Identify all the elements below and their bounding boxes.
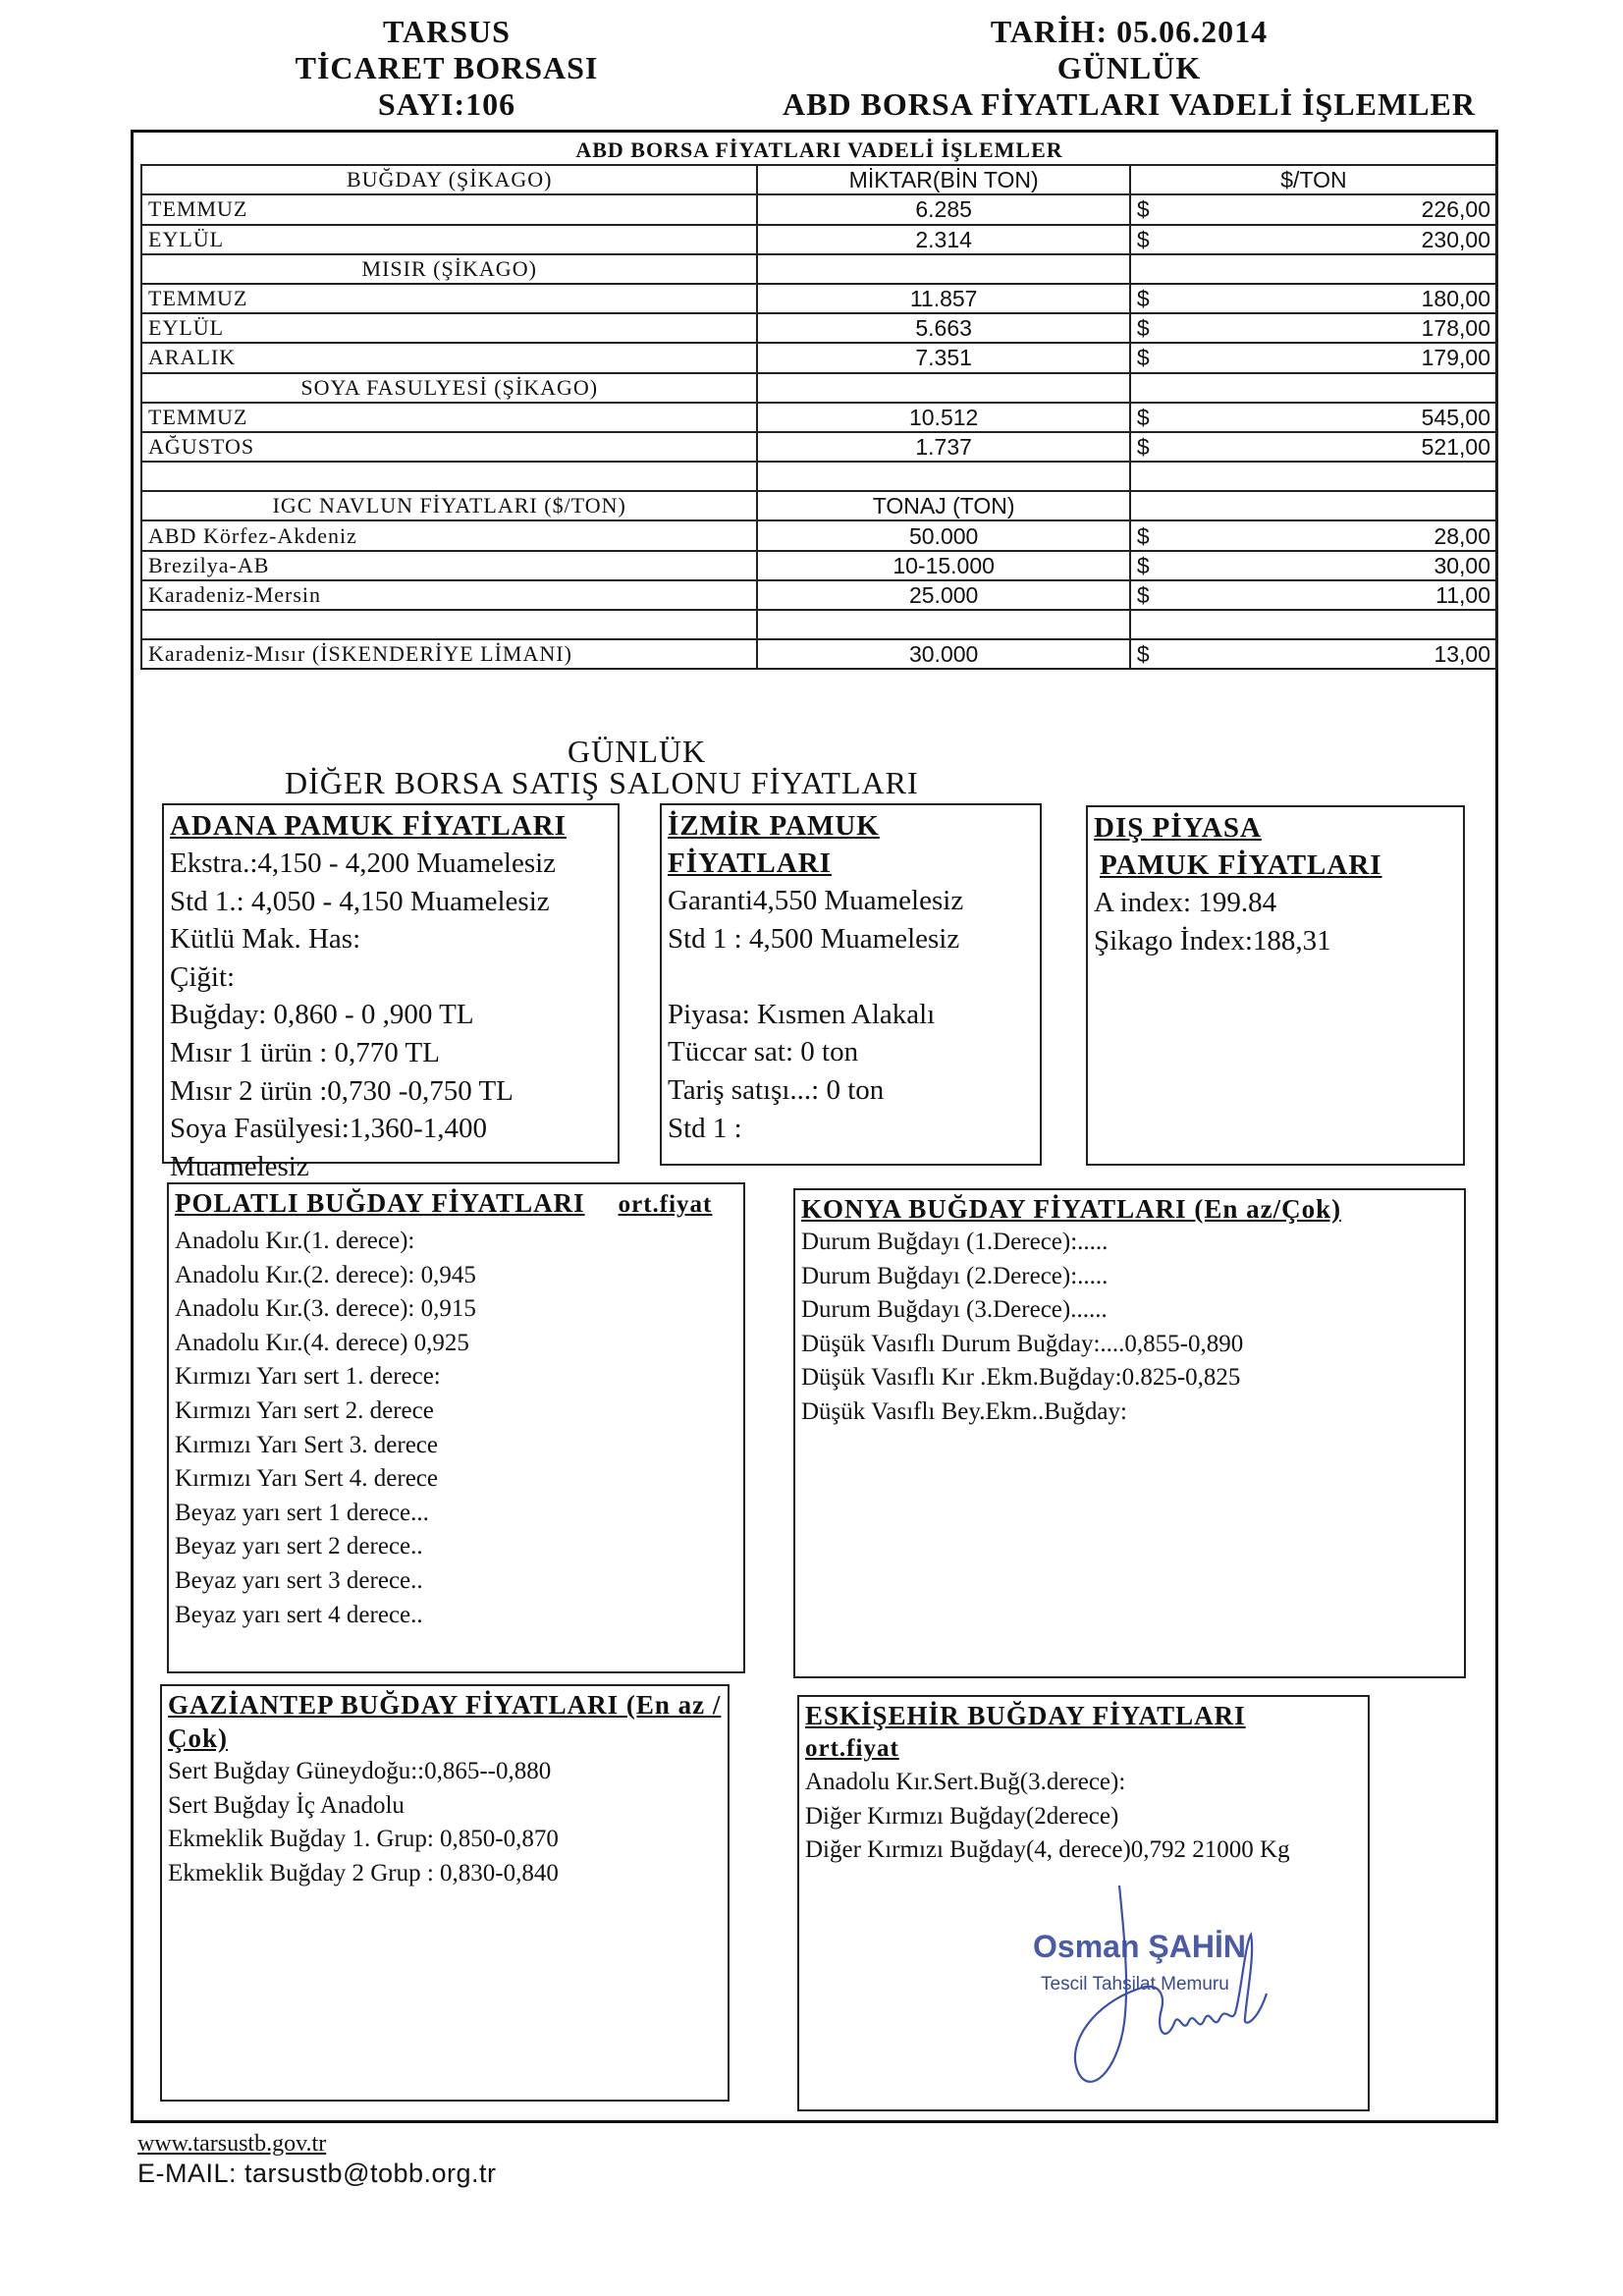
list-item bbox=[668, 957, 1034, 996]
polatli-wheat-box bbox=[167, 1182, 745, 1673]
empty-row bbox=[141, 610, 1497, 639]
row-label: AĞUSTOS bbox=[141, 432, 757, 462]
currency-sign: $ bbox=[1136, 226, 1150, 252]
header-org: TİCARET BORSASI bbox=[295, 50, 599, 85]
table-row bbox=[141, 225, 1497, 254]
row-quantity: 11.857 bbox=[757, 284, 1129, 313]
gaziantep-title-line1: GAZİANTEP BUĞDAY FİYATLARI (En az / bbox=[168, 1690, 722, 1720]
table-row bbox=[141, 194, 1497, 224]
empty-row bbox=[141, 462, 1497, 491]
polatli-avg-price-label: ort.fiyat bbox=[618, 1191, 713, 1218]
list-item: Ekmeklik Buğday 1. Grup: 0,850-0,870 bbox=[168, 1826, 559, 1853]
row-label: Karadeniz-Mısır (İSKENDERİYE LİMANI) bbox=[141, 639, 757, 669]
header-daily: GÜNLÜK bbox=[1056, 50, 1202, 85]
row-quantity: 6.285 bbox=[757, 194, 1129, 224]
row-label: EYLÜL bbox=[141, 225, 757, 254]
list-item: Std 1 : 4,500 Muamelesiz bbox=[668, 922, 960, 955]
row-price: 226,00 bbox=[1421, 196, 1490, 223]
polatli-title-row bbox=[175, 1186, 737, 1225]
row-price: 521,00 bbox=[1421, 433, 1490, 460]
list-item: Düşük Vasıflı Durum Buğday:....0,855-0,890 bbox=[801, 1330, 1244, 1357]
currency-sign: $ bbox=[1136, 286, 1150, 312]
izmir-title-line2: FİYATLARI bbox=[668, 847, 832, 879]
gaziantep-wheat-box bbox=[160, 1684, 730, 2102]
header-issue-number: SAYI:106 bbox=[377, 86, 516, 122]
list-item: Durum Buğdayı (3.Derece)...... bbox=[801, 1296, 1108, 1324]
row-quantity: 10-15.000 bbox=[757, 551, 1129, 580]
row-price: 30,00 bbox=[1434, 552, 1490, 578]
signature-graphic bbox=[1051, 1876, 1316, 2111]
row-quantity: 25.000 bbox=[757, 580, 1129, 610]
adana-title: ADANA PAMUK FİYATLARI bbox=[170, 810, 567, 842]
freight-section-header: IGC NAVLUN FİYATLARI ($/TON) bbox=[141, 491, 757, 520]
row-label: ARALIK bbox=[141, 343, 757, 372]
table-title: ABD BORSA FİYATLARI VADELİ İŞLEMLER bbox=[141, 136, 1497, 165]
table-row bbox=[141, 313, 1497, 343]
list-item: Std 1 : bbox=[668, 1112, 742, 1144]
foreign-title-line2: PAMUK FİYATLARI bbox=[1100, 849, 1382, 881]
foreign-title-line1: DIŞ PİYASA bbox=[1094, 812, 1262, 844]
list-item: Tariş satışı...: 0 ton bbox=[668, 1073, 885, 1106]
list-item: Beyaz yarı sert 4 derece.. bbox=[175, 1601, 423, 1628]
list-item: Diğer Kırmızı Buğday(2derece) bbox=[805, 1802, 1119, 1830]
table-row bbox=[141, 580, 1497, 610]
soy-section-row bbox=[141, 373, 1497, 403]
konya-wheat-box bbox=[793, 1188, 1466, 1678]
list-item: Anadolu Kır.(2. derece): 0,945 bbox=[175, 1261, 476, 1288]
currency-sign: $ bbox=[1136, 522, 1150, 549]
row-price: 180,00 bbox=[1421, 286, 1490, 312]
website-link[interactable]: www.tarsustb.gov.tr bbox=[137, 2131, 327, 2157]
gaziantep-title-line2: Çok) bbox=[168, 1723, 229, 1753]
currency-sign: $ bbox=[1136, 581, 1150, 608]
header-city: TARSUS bbox=[383, 14, 511, 49]
row-price: 178,00 bbox=[1421, 315, 1490, 342]
list-item: Sert Buğday İç Anadolu bbox=[168, 1791, 405, 1819]
row-quantity: 2.314 bbox=[757, 225, 1129, 254]
list-item: A index: 199.84 bbox=[1094, 887, 1277, 918]
daily-heading: GÜNLÜK bbox=[568, 734, 707, 769]
izmir-cotton-box bbox=[660, 803, 1042, 1166]
freight-header-row bbox=[141, 491, 1497, 520]
list-item: Diğer Kırmızı Buğday(4, derece)0,792 21000 Kg bbox=[805, 1836, 1290, 1864]
list-item: Anadolu Kır.(4. derece) 0,925 bbox=[175, 1329, 469, 1356]
list-item: Ekstra.:4,150 - 4,200 Muamelesiz bbox=[170, 847, 557, 879]
table-row bbox=[141, 343, 1497, 372]
adana-cotton-box bbox=[162, 803, 620, 1182]
list-item: Tüccar sat: 0 ton bbox=[668, 1036, 859, 1068]
row-label: Karadeniz-Mersin bbox=[141, 580, 757, 610]
list-item: Kırmızı Yarı sert 1. derece: bbox=[175, 1363, 441, 1391]
list-item: Kırmızı Yarı Sert 3. derece bbox=[175, 1431, 438, 1458]
list-item: Anadolu Kır.(1. derece): bbox=[175, 1228, 415, 1254]
currency-sign: $ bbox=[1136, 552, 1150, 578]
soy-section-header: SOYA FASULYESİ (ŞİKAGO) bbox=[141, 373, 757, 403]
list-item: Kırmızı Yarı Sert 4. derece bbox=[175, 1465, 438, 1493]
currency-sign: $ bbox=[1136, 345, 1150, 371]
row-price: 179,00 bbox=[1421, 345, 1490, 371]
list-item: Garanti4,550 Muamelesiz bbox=[668, 885, 964, 916]
price-column-header: $/TON bbox=[1130, 165, 1497, 194]
list-item: Kütlü Mak. Has: bbox=[170, 923, 361, 956]
table-row bbox=[141, 432, 1497, 462]
row-label: TEMMUZ bbox=[141, 284, 757, 313]
list-item: Muamelesiz bbox=[170, 1150, 309, 1182]
list-item: Buğday: 0,860 - 0 ,900 TL bbox=[170, 999, 474, 1031]
list-item: Mısır 2 ürün :0,730 -0,750 TL bbox=[170, 1074, 514, 1107]
other-exchange-heading: DİĞER BORSA SATIŞ SALONU FİYATLARI bbox=[285, 765, 919, 800]
wheat-section-header: BUĞDAY (ŞİKAGO) bbox=[141, 165, 757, 194]
konya-title: KONYA BUĞDAY FİYATLARI (En az/Çok) bbox=[801, 1194, 1342, 1224]
eskisehir-title: ESKİŞEHİR BUĞDAY FİYATLARI bbox=[805, 1701, 1246, 1730]
foreign-market-box bbox=[1086, 805, 1465, 1166]
table-row bbox=[141, 551, 1497, 580]
izmir-title-line1: İZMİR PAMUK bbox=[668, 810, 880, 842]
eskisehir-avg-price-label: ort.fiyat bbox=[805, 1735, 899, 1762]
tonnage-column-header: TONAJ (TON) bbox=[757, 491, 1129, 520]
row-quantity: 50.000 bbox=[757, 520, 1129, 550]
row-quantity: 10.512 bbox=[757, 403, 1129, 432]
header-date: TARİH: 05.06.2014 bbox=[990, 14, 1269, 49]
list-item: Düşük Vasıflı Kır .Ekm.Buğday:0.825-0,825 bbox=[801, 1364, 1241, 1392]
row-quantity: 30.000 bbox=[757, 639, 1129, 669]
stamp-name: Osman ŞAHİN bbox=[1033, 1929, 1246, 1964]
list-item: Soya Fasülyesi:1,360-1,400 bbox=[170, 1113, 488, 1145]
row-quantity: 7.351 bbox=[757, 343, 1129, 372]
row-price: 28,00 bbox=[1434, 522, 1490, 549]
row-label: EYLÜL bbox=[141, 313, 757, 343]
list-item: Beyaz yarı sert 2 derece.. bbox=[175, 1533, 423, 1560]
header-left bbox=[250, 14, 643, 123]
stamp-role: Tescil Tahsilat Memuru bbox=[1041, 1974, 1229, 1995]
table-row bbox=[141, 284, 1497, 313]
currency-sign: $ bbox=[1136, 404, 1150, 430]
list-item: Beyaz yarı sert 1 derece... bbox=[175, 1499, 429, 1526]
row-label: Brezilya-AB bbox=[141, 551, 757, 580]
header-right bbox=[776, 14, 1483, 123]
polatli-title: POLATLI BUĞDAY FİYATLARI bbox=[175, 1188, 585, 1218]
currency-sign: $ bbox=[1136, 315, 1150, 342]
list-item: Mısır 1 ürün : 0,770 TL bbox=[170, 1036, 440, 1068]
row-price: 545,00 bbox=[1421, 404, 1490, 430]
list-item: Kırmızı Yarı sert 2. derece bbox=[175, 1396, 434, 1424]
list-item: Std 1.: 4,050 - 4,150 Muamelesiz bbox=[170, 885, 550, 917]
row-price: 230,00 bbox=[1421, 226, 1490, 252]
currency-sign: $ bbox=[1136, 196, 1150, 223]
table-row bbox=[141, 639, 1497, 669]
list-item: Piyasa: Kısmen Alakalı bbox=[668, 998, 936, 1030]
amount-column-header: MİKTAR(BİN TON) bbox=[757, 165, 1129, 194]
row-quantity: 1.737 bbox=[757, 432, 1129, 462]
row-quantity: 5.663 bbox=[757, 313, 1129, 343]
row-price: 11,00 bbox=[1435, 581, 1490, 608]
list-item: Durum Buğdayı (1.Derece):..... bbox=[801, 1229, 1109, 1255]
list-item: Anadolu Kır.(3. derece): 0,915 bbox=[175, 1295, 476, 1323]
list-item: Düşük Vasıflı Bey.Ekm..Buğday: bbox=[801, 1397, 1127, 1425]
list-item: Şikago İndex:188,31 bbox=[1094, 924, 1331, 957]
corn-section-header: MISIR (ŞİKAGO) bbox=[141, 254, 757, 284]
header-subject: ABD BORSA FİYATLARI VADELİ İŞLEMLER bbox=[782, 86, 1476, 122]
row-label: TEMMUZ bbox=[141, 403, 757, 432]
list-item: Beyaz yarı sert 3 derece.. bbox=[175, 1566, 423, 1594]
row-label: ABD Körfez-Akdeniz bbox=[141, 520, 757, 550]
list-item: Anadolu Kır.Sert.Buğ(3.derece): bbox=[805, 1769, 1126, 1795]
table-row bbox=[141, 520, 1497, 550]
currency-sign: $ bbox=[1136, 641, 1150, 668]
futures-table bbox=[140, 136, 1498, 670]
row-label: TEMMUZ bbox=[141, 194, 757, 224]
currency-sign: $ bbox=[1136, 433, 1150, 460]
list-item: Durum Buğdayı (2.Derece):..... bbox=[801, 1262, 1109, 1289]
table-row bbox=[141, 403, 1497, 432]
list-item: Çiğit: bbox=[170, 960, 236, 993]
email-contact[interactable]: E-MAIL: tarsustb@tobb.org.tr bbox=[137, 2159, 497, 2188]
list-item: Sert Buğday Güneydoğu::0,865--0,880 bbox=[168, 1758, 552, 1784]
table-header-row bbox=[141, 165, 1497, 194]
list-item: Ekmeklik Buğday 2 Grup : 0,830-0,840 bbox=[168, 1859, 559, 1886]
row-price: 13,00 bbox=[1434, 641, 1490, 668]
corn-section-row bbox=[141, 254, 1497, 284]
